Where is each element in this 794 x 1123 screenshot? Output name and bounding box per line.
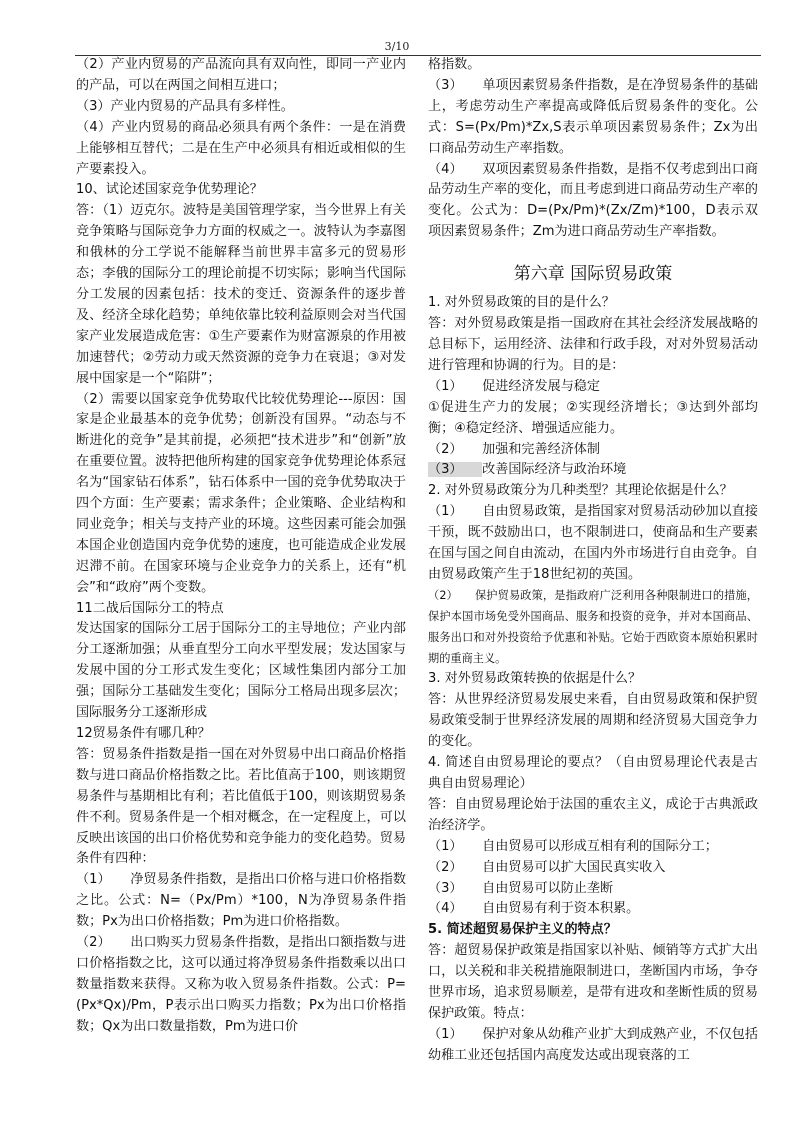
question-heading-bold: 5. 简述超贸易保护主义的特点？ [428, 922, 617, 938]
paragraph: 答：自由贸易理论始于法国的重农主义，成论于古典派政治经济学。 [428, 796, 758, 833]
paragraph: （1） 自由贸易政策，是指国家对贸易活动砂加以直接干预，既不鼓励出口，也不限制进口，使商品和生产要素在国与国之间自由流动，在国内外市场进行自由竞争。自由贸易政策产生于18世纪初的英国。 [428, 504, 758, 582]
paragraph: 发达国家的国际分工居于国际分工的主导地位；产业内部分工逐渐加强；从垂直型分工向水平型发展；发达国家与发展中国的分工形式发生变化；区域性集团内部分工加强；国际分工基础发生变化；国际分工格局出现多层次；国际服务分工逐渐形成 [76, 621, 406, 721]
question-heading: 2. 对外贸易政策分为几种类型？其理论依据是什么？ [428, 483, 733, 499]
question-heading: 12贸易条件有哪几种？ [76, 726, 211, 741]
paragraph: （4）产业内贸易的商品必须具有两个条件：一是在消费上能够相互替代；二是在生产中必须具有相近或相似的生产要素投入。 [76, 119, 406, 177]
paragraph: （4） 双项因素贸易条件指数，是指不仅考虑到出口商品劳动生产率的变化，而且考虑到进口商品劳动生产率的变化。公式为：D=(Px/Pm)*(Zx/Zm)*100，D表示双项因素贸易条件；Zm为进口商品劳动生产率指数。 [428, 161, 758, 240]
list-item: （1） 促进经济发展与稳定 [428, 378, 600, 394]
paragraph-small: （2） 保护贸易政策，是指政府广泛利用各种限制进口的措施，保护本国市场免受外国商品、服务和投资的竞争，并对本国商品、服务出口和对外投资给予优惠和补贴。它始于西欧资本原始积累时期的重商主义。 [428, 588, 758, 665]
paragraph: （2）需要以国家竞争优势取代比较优势理论---原因：国家是企业最基本的竞争优势；创新没有国界。“动态与不断进化的竞争”是其前提，必须把“技术进步”和“创新”放在重要位置。波特把他所构建的国家竞争优势理论体系冠名为“国家钻石体系”，钻石体系中一国的竞争优势取决于四个方面：生产要素；需求条件；企业策略、企业结构和同业竞争；相关与支持产业的环境。这些因素可能会加强本国企业创造国内竞争优势的速度，也可能造成企业发展迟滞不前。在国家环境与企业竞争力的关系上，还有“机会”和“政府”两个变数。 [76, 391, 406, 595]
list-item: （2） 加强和完善经济体制 [428, 441, 600, 457]
chapter-title: 第六章 国际贸易政策 [513, 264, 673, 285]
page-number: 3/10 [384, 40, 410, 53]
question-heading: 4. 简述自由贸易理论的要点？（自由贸易理论代表是古典自由贸易理论） [428, 755, 758, 791]
list-item-highlighted [428, 460, 758, 481]
list-item: （3） 自由贸易可以防止垄断 [428, 880, 614, 896]
paragraph: ①促进生产力的发展；②实现经济增长；③达到外部均衡；④稳定经济、增强适应能力。 [428, 399, 758, 436]
question-heading: 1. 对外贸易政策的目的是什么？ [428, 295, 615, 311]
list-item: （1） 自由贸易可以形成互相有利的国际分工； [428, 838, 718, 854]
paragraph: 答：超贸易保护政策是指国家以补贴、倾销等方式扩大出口，以关税和非关税措施限制进口，垄断国内市场，争夺世界市场，追求贸易顺差，是带有进攻和垄断性质的贸易保护政策。特点： [428, 943, 758, 1021]
paragraph: （3）产业内贸易的产品具有多样性。 [76, 98, 294, 114]
question-heading: 10、试论述国家竞争优势理论？ [76, 182, 263, 198]
paragraph: 答：从世界经济贸易发展史来看，自由贸易政策和保护贸易政策受制于世界经济发展的周期和经济贸易大国竞争力的变化。 [428, 692, 758, 750]
paragraph: 格指数。 [428, 57, 481, 72]
list-item-text: 改善国际经济与政治环境 [482, 462, 627, 478]
paragraph: （1） 保护对象从幼稚产业扩大到成熟产业，不仅包括幼稚工业还包括国内高度发达或出现衰落的工 [428, 1026, 758, 1063]
question-heading: 11二战后国际分工的特点 [76, 600, 224, 616]
list-item: （2） 自由贸易可以扩大国民真实收入 [428, 859, 666, 875]
paragraph: 答：对外贸易政策是指一国政府在其社会经济发展战略的总目标下，运用经济、法律和行政手段，对对外贸易活动进行管理和协调的行为。目的是： [428, 316, 758, 373]
paragraph: 答：贸易条件指数是指一国在对外贸易中出口商品价格指数与进口商品价格指数之比。若比值高于100，则该期贸易条件与基期相比有利；若比值低于100，则该期贸易条件不利。贸易条件是一个相对概念，在一定程度上，可以反映出该国的出口价格优势和竞争能力的变化趋势。贸易条件有四种： [76, 746, 406, 867]
paragraph: （2） 出口购买力贸易条件指数，是指出口额指数与进口价格指数之比，这可以通过将净贸易条件指数乘以出口数量指数来获得。又称为收入贸易条件指数。公式：P=(Px*Qx)/Pm，P表示出口购买力指数；Px为出口价格指数；Qx为出口数量指数，Pm为进口价 [76, 935, 406, 1034]
paragraph: 答：（1）迈克尔。波特是美国管理学家，当今世界上有关竞争策略与国际竞争力方面的权威之一。波特认为李嘉图和俄林的分工学说不能解释当前世界丰富多元的贸易形态；李俄的国际分工的理论前提不切实际；影响当代国际分工发展的因素包括：技术的变迁、资源条件的逐步普及、经济全球化趋势；单纯依靠比较利益原则会对当代国家产业发展造成危害：①生产要素作为财富源泉的作用被加速替代；②劳动力或天然资源的竞争力在衰退；③对发展中国家是一个“陷阱”； [76, 203, 406, 386]
paragraph: （2）产业内贸易的产品流向具有双向性，即同一产业内的产品，可以在两国之间相互进口； [76, 57, 406, 93]
list-item: （4） 自由贸易有利于资本积累。 [428, 901, 640, 917]
left-column [76, 55, 406, 1038]
highlight-marker: （3） [428, 462, 483, 478]
paragraph: （1） 净贸易条件指数，是指出口价格与进口价格指数之比。公式：N=（Px/Pm）*100，N为净贸易条件指数；Px为出口价格指数；Pm为进口价格指数。 [76, 872, 406, 930]
paragraph: （3） 单项因素贸易条件指数，是在净贸易条件的基础上，考虑劳动生产率提高或降低后贸易条件的变化。公式：S=(Px/Pm)*Zx,S表示单项因素贸易条件；Zx为出口商品劳动生产率指数。 [428, 77, 758, 156]
right-column [428, 55, 758, 1067]
question-heading: 3. 对外贸易政策转换的依据是什么？ [428, 671, 642, 687]
